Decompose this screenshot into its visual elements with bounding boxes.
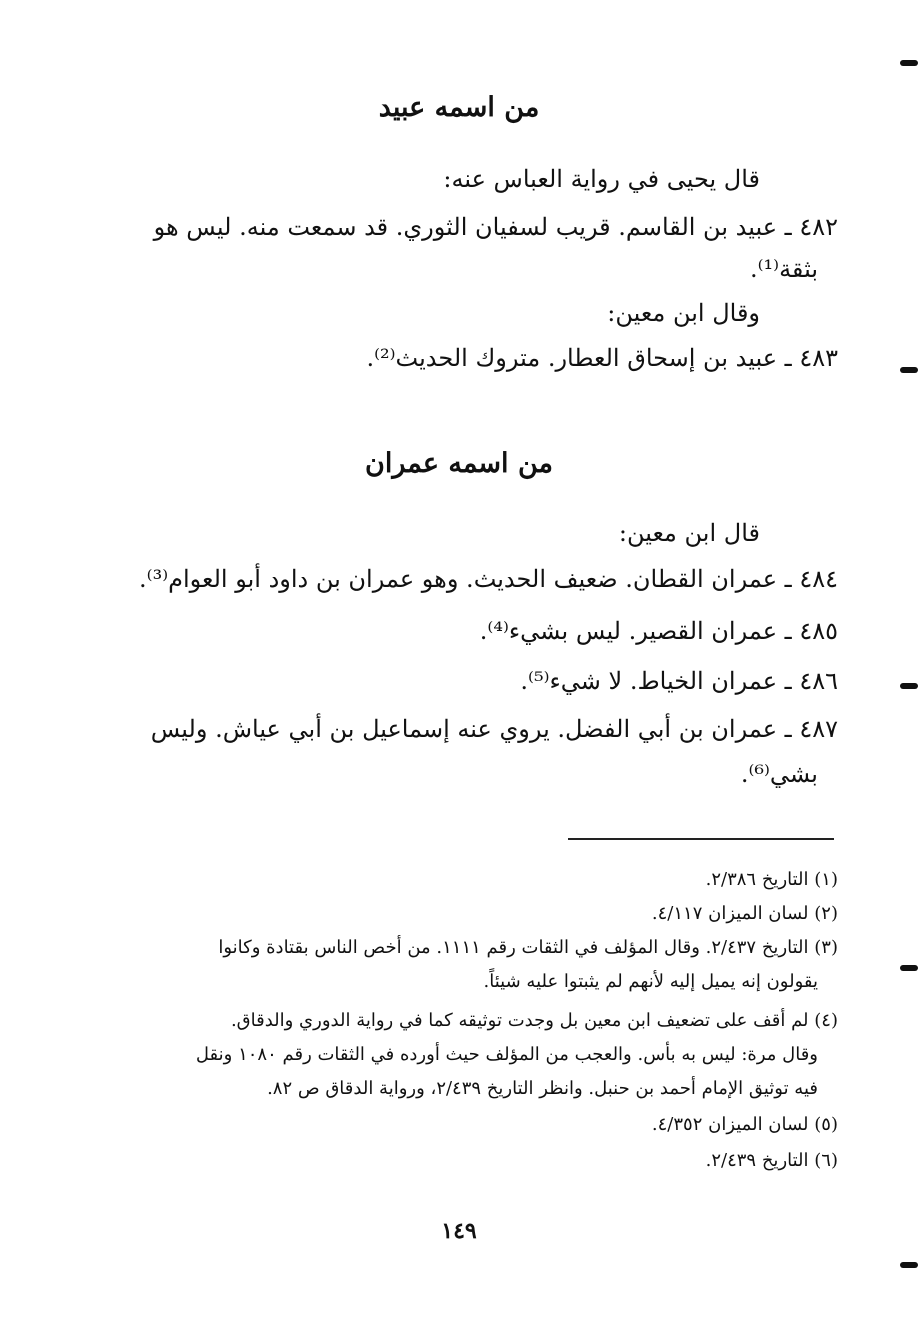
intro-line: قال يحيى في رواية العباس عنه: bbox=[443, 165, 760, 193]
entry-487: ٤٨٧ ـ عمران بن أبي الفضل. يروي عنه إسماعيل بن أبي عياش. وليس bbox=[150, 715, 838, 743]
scan-edge-mark bbox=[900, 965, 918, 971]
footnote-1: (١) التاريخ ٢/٣٨٦. bbox=[705, 869, 838, 890]
footnote-4: (٤) لم أقف على تضعيف ابن معين بل وجدت توثيقه كما في رواية الدوري والدقاق. bbox=[230, 1010, 838, 1031]
footnote-5: (٥) لسان الميزان ٤/٣٥٢. bbox=[651, 1114, 838, 1135]
intro-line: وقال ابن معين: bbox=[607, 299, 760, 327]
footnote-3-cont: يقولون إنه يميل إليه لأنهم لم يثبتوا عليه شيئاً. bbox=[483, 971, 818, 992]
section-heading-imran: من اسمه عمران bbox=[365, 448, 553, 479]
entry-482: ٤٨٢ ـ عبيد بن القاسم. قريب لسفيان الثوري. قد سمعت منه. ليس هو bbox=[153, 213, 838, 241]
page-number: ١٤٩ bbox=[441, 1218, 477, 1244]
footnote-2: (٢) لسان الميزان ٤/١١٧. bbox=[651, 903, 838, 924]
entry-485: ٤٨٥ ـ عمران القصير. ليس بشيء⁽⁴⁾. bbox=[479, 617, 838, 645]
scan-edge-mark bbox=[900, 367, 918, 373]
footnote-divider bbox=[568, 838, 834, 840]
entry-486: ٤٨٦ ـ عمران الخياط. لا شيء⁽⁵⁾. bbox=[520, 667, 838, 695]
footnote-6: (٦) التاريخ ٢/٤٣٩. bbox=[705, 1150, 838, 1171]
entry-483: ٤٨٣ ـ عبيد بن إسحاق العطار. متروك الحديث⁽²⁾. bbox=[366, 344, 838, 372]
entry-484: ٤٨٤ ـ عمران القطان. ضعيف الحديث. وهو عمران بن داود أبو العوام⁽³⁾. bbox=[139, 565, 838, 593]
footnote-4-cont: فيه توثيق الإمام أحمد بن حنبل. وانظر التاريخ ٢/٤٣٩، ورواية الدقاق ص ٨٢. bbox=[267, 1078, 818, 1099]
scan-edge-mark bbox=[900, 60, 918, 66]
section-heading-ubayd: من اسمه عبيد bbox=[378, 92, 540, 123]
footnote-3: (٣) التاريخ ٢/٤٣٧. وقال المؤلف في الثقات رقم ١١١١. من أخص الناس بقتادة وكانوا bbox=[218, 937, 838, 958]
intro-line: قال ابن معين: bbox=[618, 519, 760, 547]
scan-edge-mark bbox=[900, 683, 918, 689]
scan-edge-mark bbox=[900, 1262, 918, 1268]
entry-487-cont: بشي⁽⁶⁾. bbox=[740, 760, 818, 788]
entry-482-cont: بثقة⁽¹⁾. bbox=[750, 255, 818, 283]
footnote-4-cont: وقال مرة: ليس به بأس. والعجب من المؤلف حيث أورده في الثقات رقم ١٠٨٠ ونقل bbox=[195, 1044, 818, 1065]
